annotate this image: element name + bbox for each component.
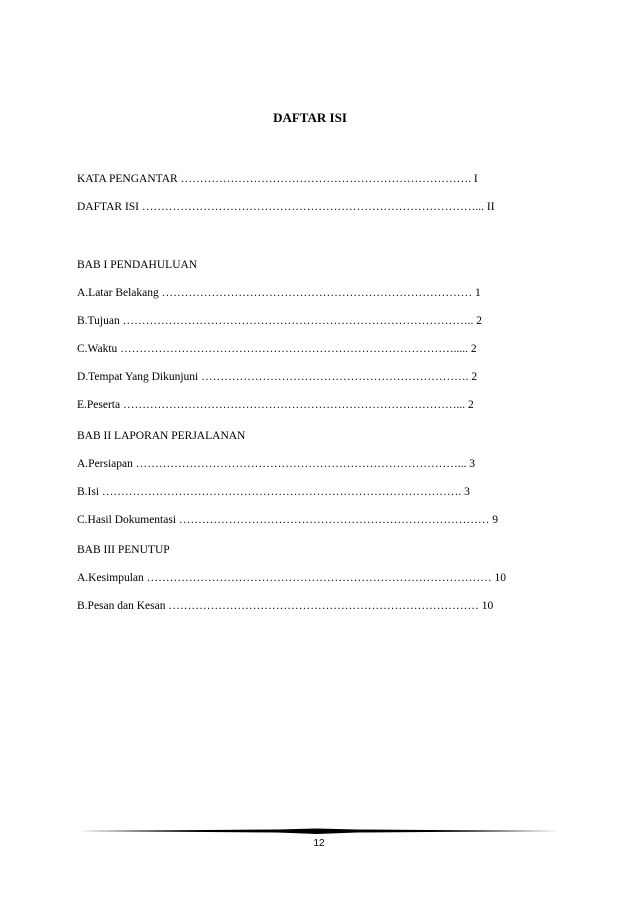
toc-chapter-bab-2: BAB II LAPORAN PERJALANAN bbox=[77, 430, 246, 442]
toc-entry-isi: B.Isi …………………………………………………………………………………. 3 bbox=[77, 486, 470, 498]
toc-entry-kesimpulan: A.Kesimpulan ……………………………………………………………………………… 10 bbox=[77, 572, 507, 584]
page-number: 12 bbox=[313, 838, 325, 849]
page-title: DAFTAR ISI bbox=[273, 110, 347, 125]
toc-chapter-bab-3: BAB III PENUTUP bbox=[77, 544, 170, 556]
toc-entry-persiapan: A.Persiapan …………………………………………………………………………... 3 bbox=[77, 458, 476, 470]
toc-entry-tempat: D.Tempat Yang Dikunjuni ……………………………………………………………. 2 bbox=[77, 371, 478, 383]
toc-entry-pesan-kesan: B.Pesan dan Kesan ……………………………………………………………………… 10 bbox=[77, 600, 494, 612]
toc-entry-tujuan: B.Tujuan ……………………………………………………………………………….. 2 bbox=[77, 315, 482, 327]
toc-entry-daftar-isi: DAFTAR ISI ……………………………………………………………………………... II bbox=[77, 201, 495, 213]
footer-divider bbox=[77, 828, 560, 834]
toc-chapter-bab-1: BAB I PENDAHULUAN bbox=[77, 259, 198, 271]
toc-entry-latar-belakang: A.Latar Belakang ……………………………………………………………………… 1 bbox=[77, 287, 481, 299]
toc-entry-peserta: E.Peserta ……………………………………………………………………………... 2 bbox=[77, 399, 474, 411]
toc-entry-waktu: C.Waktu ……………………………………………………………………………..... 2 bbox=[77, 343, 477, 355]
toc-entry-hasil-dokumentasi: C.Hasil Dokumentasi ……………………………………………………………………… 9 bbox=[77, 514, 499, 526]
toc-entry-kata-pengantar: KATA PENGANTAR …………………………………………………………………. I bbox=[77, 173, 478, 185]
